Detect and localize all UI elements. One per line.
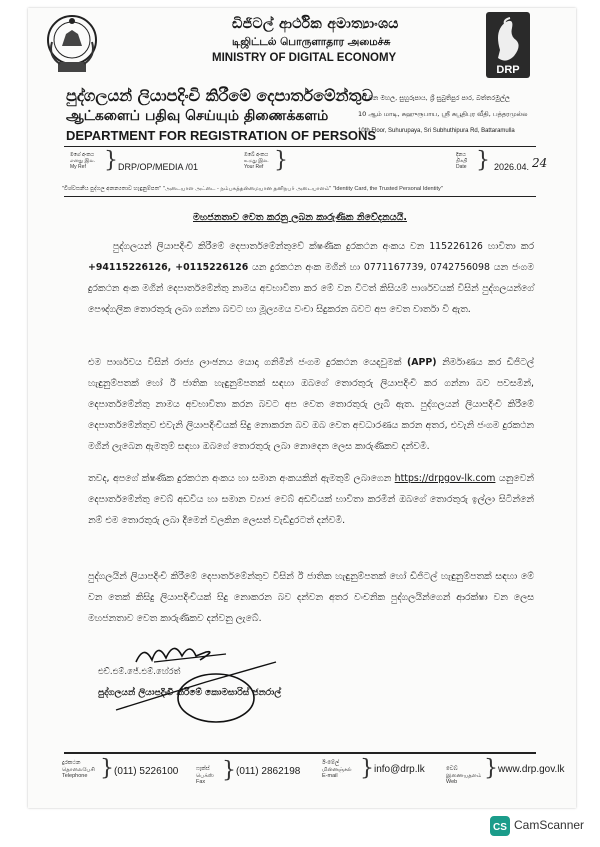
my-ref-value: DRP/OP/MEDIA /01 xyxy=(118,162,199,172)
my-ref-label: මගේ අංකය எனது இல. My Ref xyxy=(70,152,95,170)
signatory-name: එච්.එම්.ජේ.එම්.හේරත් xyxy=(98,667,181,677)
fraud-numbers-mobile: 0771167739, 0742756098 xyxy=(363,262,490,273)
header-divider xyxy=(64,146,536,147)
date-value: 2026.04. xyxy=(494,162,530,172)
email-brace: } xyxy=(360,756,374,781)
department-name-english: DEPARTMENT FOR REGISTRATION OF PERSONS xyxy=(66,128,377,143)
state-emblem-icon xyxy=(46,12,98,76)
signature-stamp-icon xyxy=(96,632,296,722)
camscanner-logo-icon xyxy=(490,816,510,836)
address-english: 10th Floor, Suhurupaya, Sri Subhuthipura Rd, Battaramulla xyxy=(358,128,515,134)
email-value[interactable]: info@drp.lk xyxy=(374,764,425,775)
signatory-title: පුද්ගලයන් ලියාපදිංචි කිරීමේ කොමසාරිස් ජනරාල් xyxy=(98,688,282,698)
telephone-label: දුරකථන தொலைபேசி Telephone xyxy=(62,760,95,779)
address-tamil: 10 ஆம் மாடி, சுஹுருபாய, ஸ்ரீ சுபூதிபுர வீதி, பத்தரமுல்ல xyxy=(358,110,528,118)
drp-logo-icon xyxy=(484,10,532,80)
tagline-divider xyxy=(64,196,536,197)
paragraph-3: තවද, අපගේ ක්ෂණික දුරකථන අංකය හා සමාන අංකයකින් ඇමතුම් ලබාගෙන https://drpgov-lk.com යනුවෙන් දෙපාර්තමේන්තු වෙබ් අඩවිය හා සමාන ව්‍යාජ වෙබ් අඩවියක් භාවිතා කරමින් ඔබගේ තොරතුරු ඉල්ලා සිටින්නේ නම් එම තොරතුරු ලබා දීමෙන් වලකින ලෙසත් වැඩිදුරටත් දන්වමි. xyxy=(88,473,534,526)
web-brace: } xyxy=(484,756,498,781)
date-handwritten: 24 xyxy=(532,156,548,170)
ministry-name-tamil: டிஜிட்டல் பொருளாதார அமைச்சு xyxy=(232,36,391,48)
fax-brace: } xyxy=(222,758,236,783)
web-value[interactable]: www.drp.gov.lk xyxy=(498,764,565,775)
your-ref-label: ඔබේ අංකය உமது இல. Your Ref xyxy=(244,152,269,170)
email-label: ඊ-මේල් மின்னஞ்சல் E-mail xyxy=(322,760,352,779)
ministry-name-sinhala: ඩිජිටල් ආර්ථික අමාත්‍යාංශය xyxy=(232,16,399,32)
footer-divider xyxy=(64,752,536,754)
address-sinhala: 10 වන මහල, සුහුරුපාය, ශ්‍රී සුබුතිපුර පාර, බත්තරමුල්ල xyxy=(358,94,510,102)
notice-title: මහජනතාව වෙත කරනු ලබන කාරුණික නිවේදනයයි. xyxy=(193,212,407,223)
tagline: "විශ්වසනීය පුද්ගල අනන්‍යතාව හැඳුනුම්පත" "அடையாள அட்டை - நம்பகத்தன்மையான தனிநபர் அடையாளம்" "Identity Card, the Trusted Personal Identity" xyxy=(62,186,443,192)
paragraph-1: පුද්ගලයන් ලියාපදිංචි කිරීමේ දෙපාර්තමේන්තුවේ ක්ෂණික දුරකථන අංකය වන 115226126 හාවිතා කර +94115226126, +0115226126 යන දුරකථන අංක මගින් හා 0771167739, 0742756098 යන ජංගම දුරකථන අංක මගින් දෙපාර්තමේන්තු නාමය අවභාවිතා කර මේ වන විටත් කිසියම් පාර්ශවයක් විසින් පුද්ගලයන්ගේ පෞද්ගලික තොරතුරු ලබා ගන්නා බවට හා මූල්‍යමය වංචා සිදුකරන බවට අප වෙත වාර්තා වී ඇත. xyxy=(88,241,534,315)
your-ref-brace: } xyxy=(274,148,288,173)
camscanner-watermark: CamScanner xyxy=(514,818,585,832)
department-name-tamil: ஆட்களைப் பதிவு செய்யும் திணைக்களம் xyxy=(66,108,329,124)
paragraph-2: එම පාර්ශවය විසින් රාජ්‍ය ලාංඡනය යොදා ගනිමින් ජංගම දුරකථන යෙදවුමක් (APP) නිර්මාණය කර ඩිජිටල් හැඳුනුම්පතක් හෝ ඊ ජාතික හැඳුනුම්පතක් සඳහා ඔබගේ තොරතුරු ලියාපදිංචි කර ගන්නා බව පවසමින්, දෙපාර්තමේන්තු නාමය අවභාවිතා කරන බවට අප වෙත තොරතුරු ලැබී ඇත. පුද්ගලයන් ලියාපදිංචි කිරීමේ දෙපාර්තමේන්තුව එවැනි ලියාපදිංචියක් සිදු නොකරන බව ඔබ වෙත අවධාරණය කරන අතර, එවැනි ජංගම දුරකථන මගින් ලැබෙන ඇමතුම් සඳහා ඔබගේ තොරතුරු ලබා නොදෙන ලෙස කාරුණිකව දන්වමි. xyxy=(88,357,534,452)
svg-text:CS: CS xyxy=(493,822,507,833)
fax-label: ෆැක්ස් பெக்ஸ் Fax xyxy=(196,766,214,785)
telephone-brace: } xyxy=(100,756,114,781)
date-label: දිනය திகதி Date xyxy=(456,152,468,170)
web-label: වෙබ් இணையதளம் Web xyxy=(446,766,482,785)
app-mention: (APP) xyxy=(406,357,437,368)
drp-logo-text: DRP xyxy=(496,64,520,76)
department-name-sinhala: පුද්ගලයන් ලියාපදිංචි කිරීමේ දෙපාර්තමේන්තුව xyxy=(66,86,373,105)
hotline-number: 115226126 xyxy=(429,241,483,252)
telephone-value: (011) 5226100 xyxy=(114,766,179,777)
date-brace: } xyxy=(476,148,490,173)
fax-value: (011) 2862198 xyxy=(236,766,301,777)
ministry-name-english: MINISTRY OF DIGITAL ECONOMY xyxy=(212,52,397,64)
fake-website-link[interactable]: https://drpgov-lk.com xyxy=(394,473,496,484)
my-ref-brace: } xyxy=(104,148,118,173)
fraud-numbers-landline: +94115226126, +0115226126 xyxy=(88,262,249,273)
paragraph-4: පුද්ගලයින් ලියාපදිංචි කිරීමේ දෙපාර්තමේන්තුව විසින් ඊ ජාතික හැඳුනුම්පතක් හෝ ඩිජිටල් හැඳුනුම්පතක් සඳහා මේ වන තෙක් කිසිදු ලියාපදිංචියක් සිදු නොකරන බව දන්වන අතර වංචනික පුද්ගලයින්ගෙන් ආරක්ෂා වන ලෙස මහජනතාව වෙත කාරුණිකව දන්වනු ලැබේ. xyxy=(88,571,534,624)
